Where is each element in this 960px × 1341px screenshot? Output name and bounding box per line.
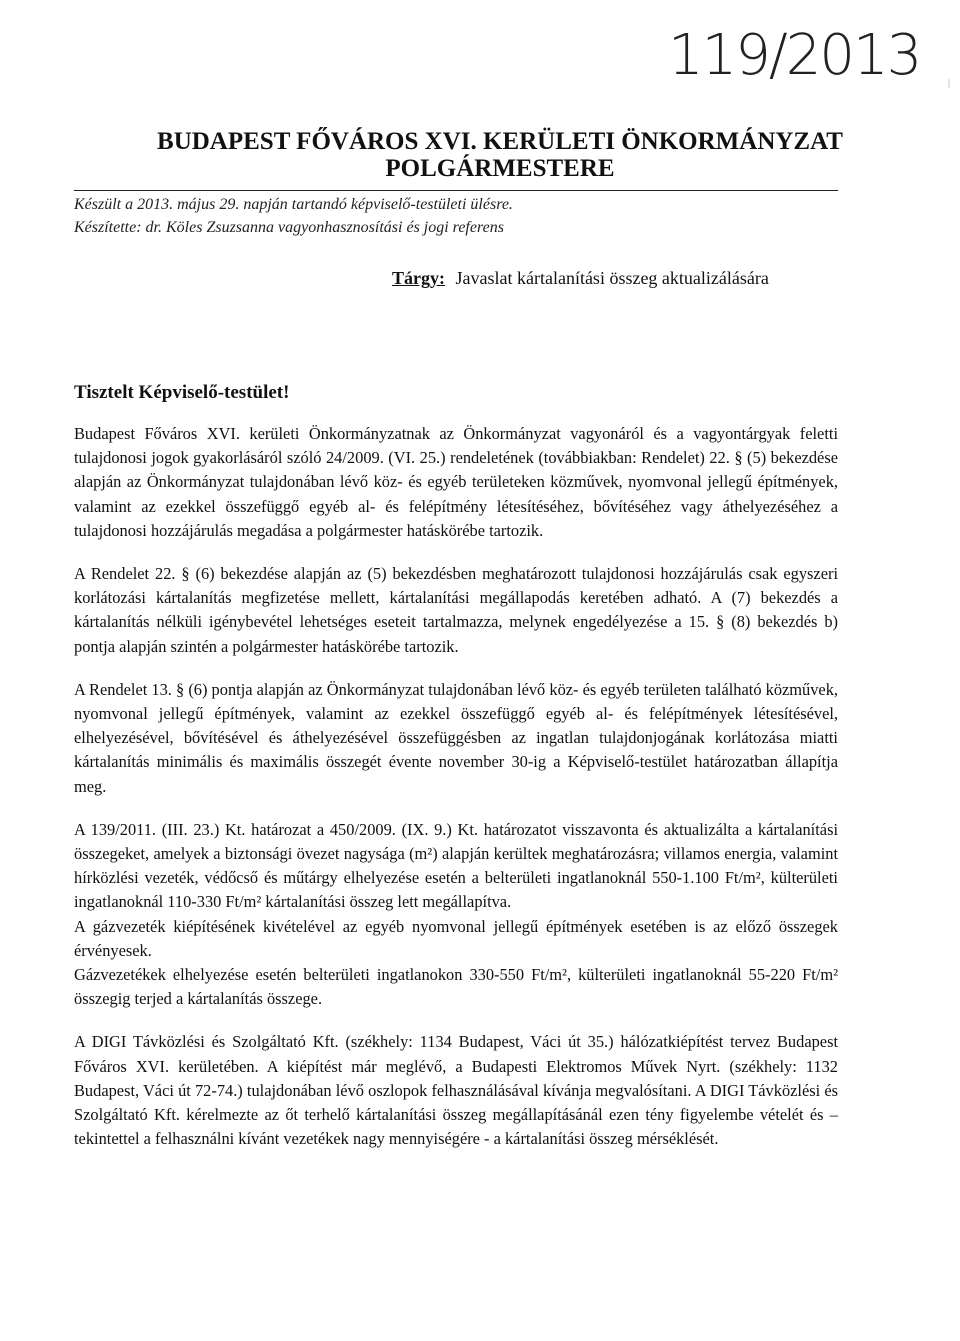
paragraph: A Rendelet 22. § (6) bekezdése alapján az (5) bekezdésben meghatározott tulajdonosi hozzájárulás csak egyszeri korlátozási kártalanítás megfizetése mellett, kártalanítási megállapodás keretében adható. A (7) bekezdés a kártalanítás nélküli igénybevétel lehetséges eseteit tartalmazza, melynek engedélyezése a 15. § (8) bekezdés b) pontja alapján szintén a polgármester hatáskörébe tartozik. bbox=[74, 564, 838, 656]
document-body bbox=[74, 422, 838, 1151]
prepared-for-line: Készült a 2013. május 29. napján tartandó képviselő-testületi ülésre. bbox=[74, 196, 513, 213]
document-issuer-title: POLGÁRMESTERE bbox=[385, 155, 615, 182]
handwritten-registration-number: 119/2013 bbox=[668, 23, 921, 88]
paragraph: Gázvezetékek elhelyezése esetén belterületi ingatlanokon 330-550 Ft/m², külterületi ingatlanoknál 55-220 Ft/m² összegig terjed a kártalanítás összege. bbox=[74, 965, 838, 1009]
paragraph: A Rendelet 13. § (6) pontja alapján az Önkormányzat tulajdonában lévő köz- és egyéb területen található közművek, nyomvonal jellegű építmények, valamint az ezekkel összefüggő egyéb al- és felépítmények létesítésével, elhelyezésével, bővítésével és áthelyezésével összefüggésben az ingatlan tulajdonjogának korlátozása miatti kártalanítás minimális és maximális összegét évente november 30-ig a Képviselő-testület határozatban állapítja meg. bbox=[74, 679, 838, 796]
header-divider bbox=[74, 190, 838, 191]
paragraph: Budapest Főváros XVI. kerületi Önkormányzatnak az Önkormányzat vagyonáról és a vagyontárgyak feletti tulajdonosi jogok gyakorlásáról szóló 24/2009. (VI. 25.) rendeletének (továbbiakban: Rendelet) 22. § (5) bekezdése alapján az Önkormányzat tulajdonában lévő köz- és egyéb területeken közművek, nyomvonal jellegű építmények, valamint az ezekkel összefüggő egyéb al- és felépítmény létesítéséhez, bővítéséhez vagy áthelyezéséhez a tulajdonosi hozzájárulás megadása a polgármester hatáskörébe tartozik. bbox=[74, 424, 838, 540]
prepared-by-line: Készítette: dr. Köles Zsuzsanna vagyonhasznosítási és jogi referens bbox=[74, 219, 504, 236]
paragraph: A DIGI Távközlési és Szolgáltató Kft. (székhely: 1134 Budapest, Váci út 35.) hálózatkiépítést tervez Budapest Főváros XVI. kerületében. A kiépítést már meglévő, a Budapesti Elektromos Művek Nyrt. (székhely: 1132 Budapest, Váci út 72-74.) tulajdonában lévő oszlopok felhasználásával kívánja megvalósítani. A DIGI Távközlési és Szolgáltató Kft. kérelmezte az őt terhelő kártalanítási összeg megállapításánál ezen tény figyelembe vételét és – tekintettel a felhasználni kívánt vezetékek nagy mennyiségére - a kártalanítási összeg mérséklését. bbox=[74, 1032, 838, 1149]
paragraph: A 139/2011. (III. 23.) Kt. határozat a 450/2009. (IX. 9.) Kt. határozatot visszavonta és aktualizálta a kártalanítási összegeket, amelyek a biztonsági övezet nagysága (m²) alapján kerültek meghatározásra; villamos energia, valamint hírközlési vezeték, védőcső és műtárgy elhelyezése esetén a belterületi ingatlanoknál 550-1.100 Ft/m², külterületi ingatlanoknál 110-330 Ft/m² kártalanítási összeg lett megállapítva. bbox=[74, 819, 838, 912]
scan-mark: | bbox=[948, 78, 951, 89]
subject-line bbox=[392, 268, 769, 289]
document-header bbox=[0, 128, 960, 182]
salutation: Tisztelt Képviselő-testület! bbox=[74, 382, 290, 403]
subject-text: Javaslat kártalanítási összeg aktualizálására bbox=[455, 268, 769, 288]
subject-label: Tárgy: bbox=[392, 268, 445, 288]
paragraph: A gázvezeték kiépítésének kivételével az egyéb nyomvonal jellegű építmények esetében is az előző összegek érvényesek. bbox=[74, 916, 838, 960]
organization-name: BUDAPEST FŐVÁROS XVI. KERÜLETI ÖNKORMÁNYZAT bbox=[157, 128, 843, 155]
